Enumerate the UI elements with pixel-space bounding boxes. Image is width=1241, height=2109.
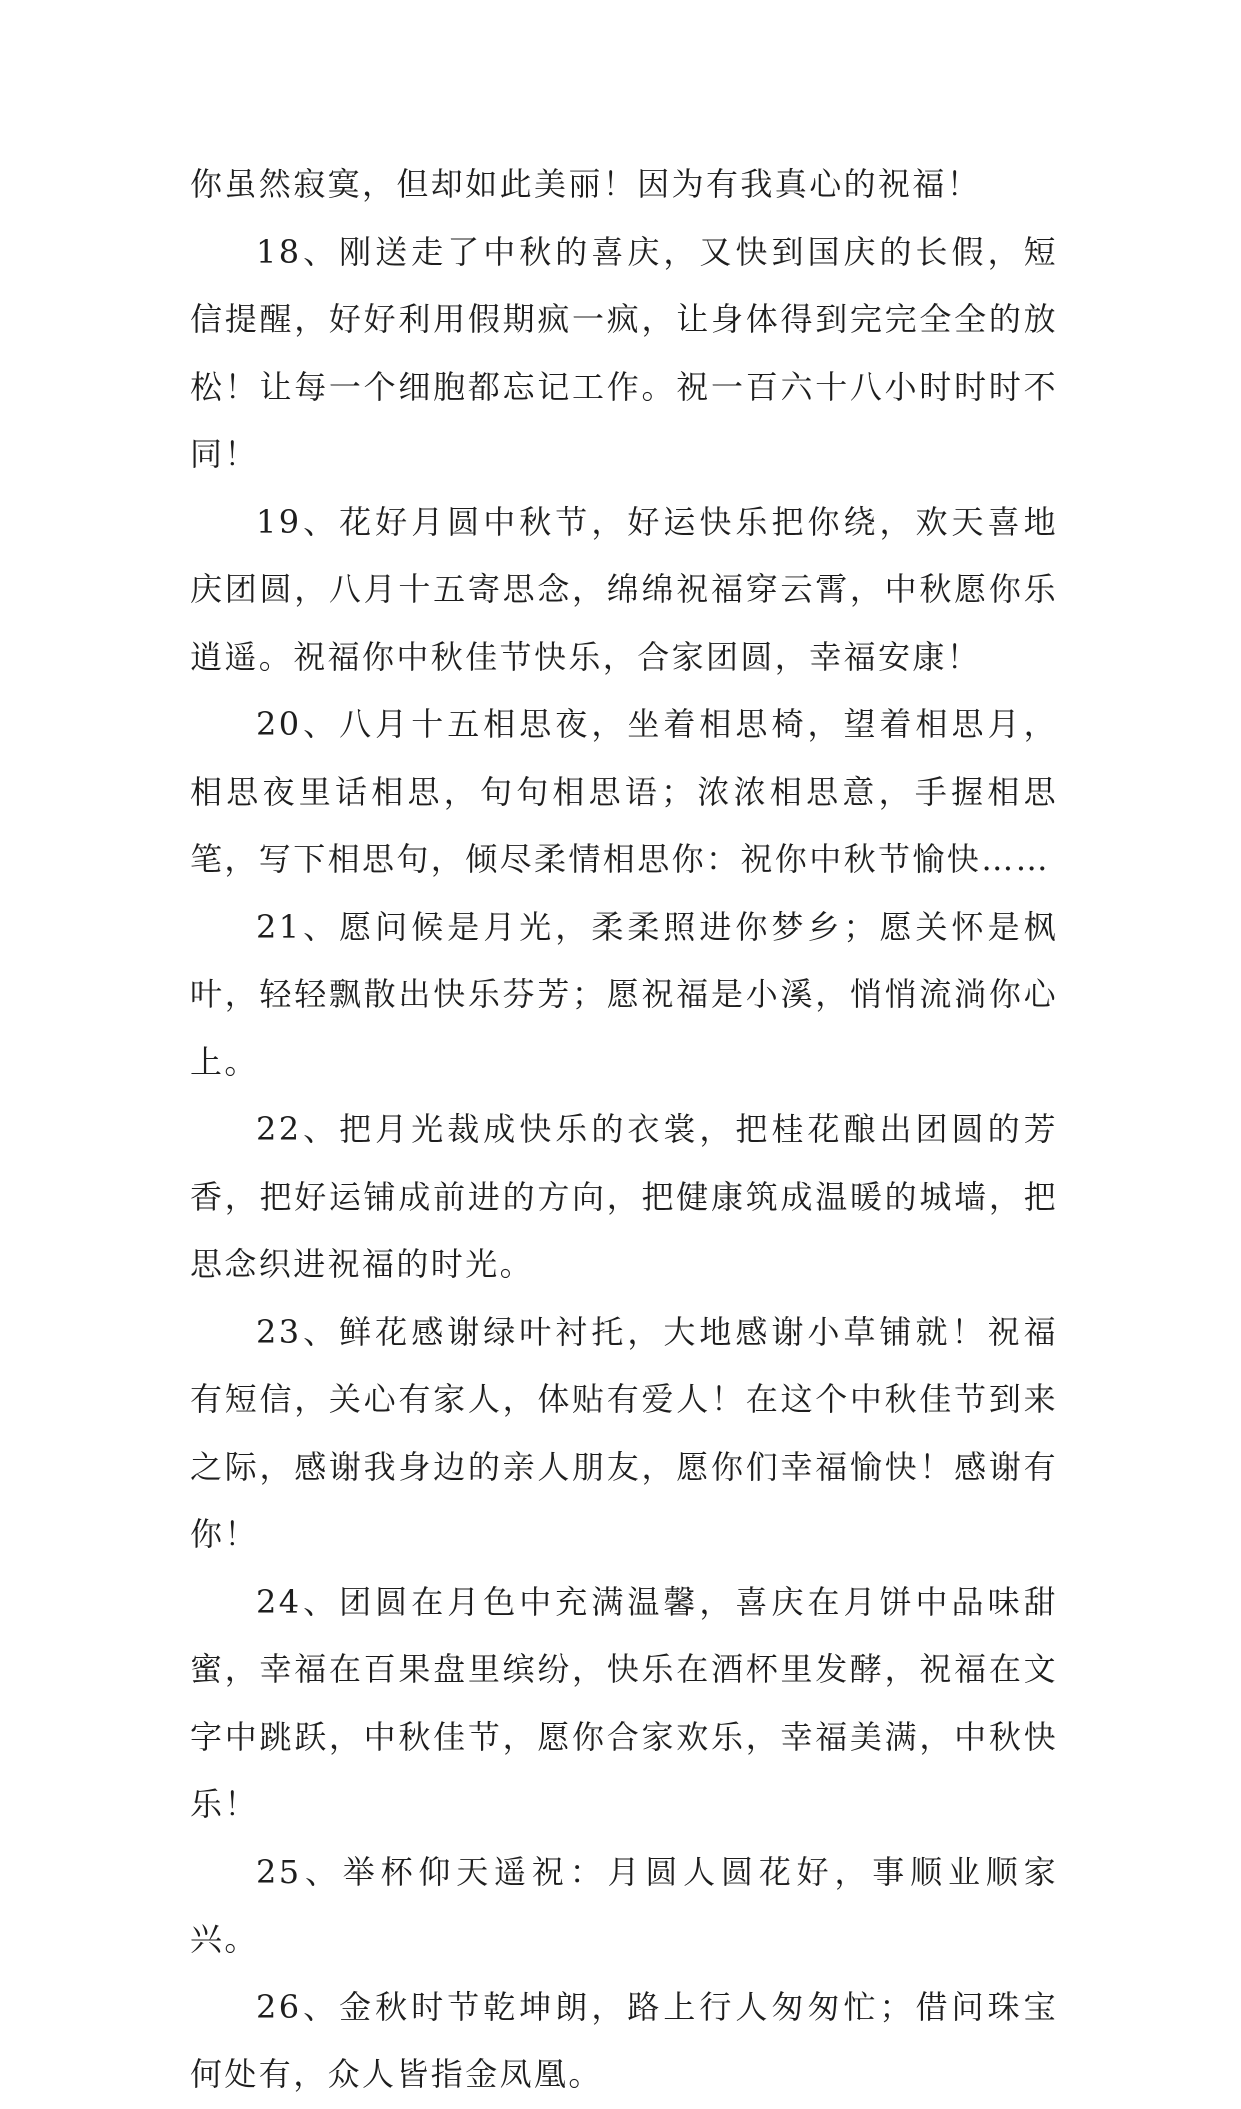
paragraph-25: 25、举杯仰天遥祝：月圆人圆花好，事顺业顺家兴。	[190, 1852, 1058, 1958]
paragraph-continuation: 你虽然寂寞，但却如此美丽！因为有我真心的祝福！	[190, 165, 982, 203]
paragraph-20: 20、八月十五相思夜，坐着相思椅，望着相思月，相思夜里话相思，句句相思语；浓浓相思意，手握相思笔，写下相思句，倾尽柔情相思你：祝你中秋节愉快……	[190, 705, 1058, 878]
paragraph-22: 22、把月光裁成快乐的衣裳，把桂花酿出团圆的芳香，把好运铺成前进的方向，把健康筑成温暖的城墙，把思念织进祝福的时光。	[190, 1110, 1058, 1283]
paragraph-23: 23、鲜花感谢绿叶衬托，大地感谢小草铺就！祝福有短信，关心有家人，体贴有爱人！在这个中秋佳节到来之际，感谢我身边的亲人朋友，愿你们幸福愉快！感谢有你！	[190, 1312, 1058, 1553]
document-body	[190, 151, 1058, 2109]
paragraph-26: 26、金秋时节乾坤朗，路上行人匆匆忙；借问珠宝何处有，众人皆指金凤凰。	[190, 1987, 1058, 2093]
paragraph-19: 19、花好月圆中秋节，好运快乐把你绕，欢天喜地庆团圆，八月十五寄思念，绵绵祝福穿云霄，中秋愿你乐逍遥。祝福你中秋佳节快乐，合家团圆，幸福安康！	[190, 502, 1058, 676]
paragraph-21: 21、愿问候是月光，柔柔照进你梦乡；愿关怀是枫叶，轻轻飘散出快乐芬芳；愿祝福是小溪，悄悄流淌你心上。	[190, 907, 1058, 1081]
paragraph-18: 18、刚送走了中秋的喜庆，又快到国庆的长假，短信提醒，好好利用假期疯一疯，让身体得到完完全全的放松！让每一个细胞都忘记工作。祝一百六十八小时时时不同！	[190, 232, 1058, 473]
paragraph-24: 24、团圆在月色中充满温馨，喜庆在月饼中品味甜蜜，幸福在百果盘里缤纷，快乐在酒杯里发酵，祝福在文字中跳跃，中秋佳节，愿你合家欢乐，幸福美满，中秋快乐！	[190, 1582, 1058, 1823]
